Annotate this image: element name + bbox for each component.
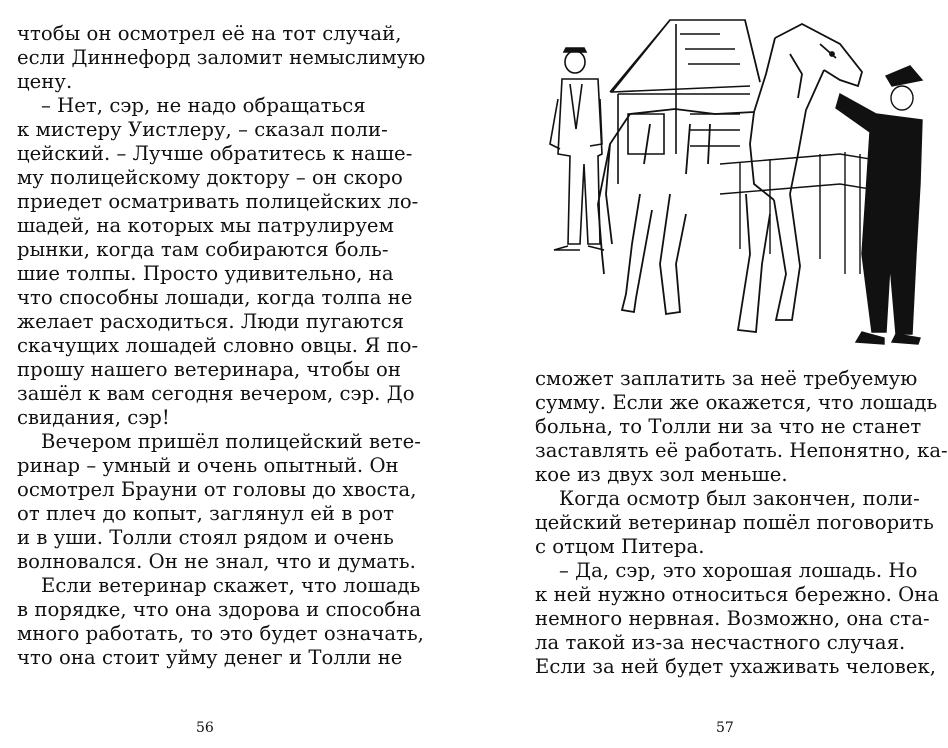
text-line: Когда осмотр был закончен, поли- (559, 487, 920, 510)
text-line: если Диннефорд заломит немыслимую (17, 46, 426, 69)
text-line: сможет заплатить за неё требуемую (535, 367, 918, 390)
text-line: что способны лошади, когда толпа не (17, 286, 413, 309)
text-line: ла такой из-за несчастного случая. (535, 631, 906, 654)
text-line: му полицейскому доктору – он скоро (17, 166, 403, 189)
text-line: больна, то Толли ни за что не станет (535, 415, 922, 438)
text-line: прошу нашего ветеринара, чтобы он (17, 358, 402, 381)
text-line: что она стоит уйму денег и Толли не (17, 646, 403, 669)
text-line: Вечером пришёл полицейский вете- (41, 430, 421, 453)
text-line: зашёл к вам сегодня вечером, сэр. До (17, 382, 415, 405)
text-line: желает расходиться. Люди пугаются (17, 310, 405, 333)
text-line: – Нет, сэр, не надо обращаться (41, 94, 366, 117)
text-line: Если ветеринар скажет, что лошадь (41, 574, 421, 597)
text-line: свидания, сэр! (17, 406, 170, 429)
text-line: от плеч до копыт, заглянул ей в рот (17, 502, 395, 525)
text-line: цейский ветеринар пошёл поговорить (535, 511, 934, 534)
page-number: 56 (196, 720, 214, 736)
text-line: шадей, на которых мы патрулируем (17, 214, 394, 237)
text-line: в порядке, что она здорова и способна (17, 598, 422, 621)
text-line: сумму. Если же окажется, что лошадь (535, 391, 938, 414)
text-line: кое из двух зол меньше. (535, 463, 788, 486)
text-line: к мистеру Уистлеру, – сказал поли- (17, 118, 388, 141)
text-line: к ней нужно относиться бережно. Она (535, 583, 940, 606)
text-line: чтобы он осмотрел её на тот случай, (17, 22, 402, 45)
text-line: заставлять её работать. Непонятно, ка- (535, 439, 948, 462)
page-number: 57 (716, 720, 734, 736)
text-line: немного нервная. Возможно, она ста- (535, 607, 930, 630)
text-line: с отцом Питера. (535, 535, 705, 558)
text-line: много работать, то это будет означать, (17, 622, 424, 645)
text-line: ринар – умный и очень опытный. Он (17, 454, 399, 477)
text-line: Если за ней будет ухаживать человек, (535, 655, 937, 678)
text-line: цену. (17, 70, 73, 93)
text-line: и в уши. Толли стоял рядом и очень (17, 526, 394, 549)
text-line: шие толпы. Просто удивительно, на (17, 262, 394, 285)
text-line: приедет осматривать полицейских ло- (17, 190, 419, 213)
text-line: осмотрел Брауни от головы до хвоста, (17, 478, 417, 501)
text-line: волновался. Он не знал, что и думать. (17, 550, 416, 573)
illustration-horse-and-policeman (540, 14, 930, 350)
text-line: цейский. – Лучше обратитесь к наше- (17, 142, 413, 165)
text-line: рынки, когда там собираются боль- (17, 238, 389, 261)
text-line: скачущих лошадей словно овцы. Я по- (17, 334, 419, 357)
text-line: – Да, сэр, это хорошая лошадь. Но (559, 559, 918, 582)
